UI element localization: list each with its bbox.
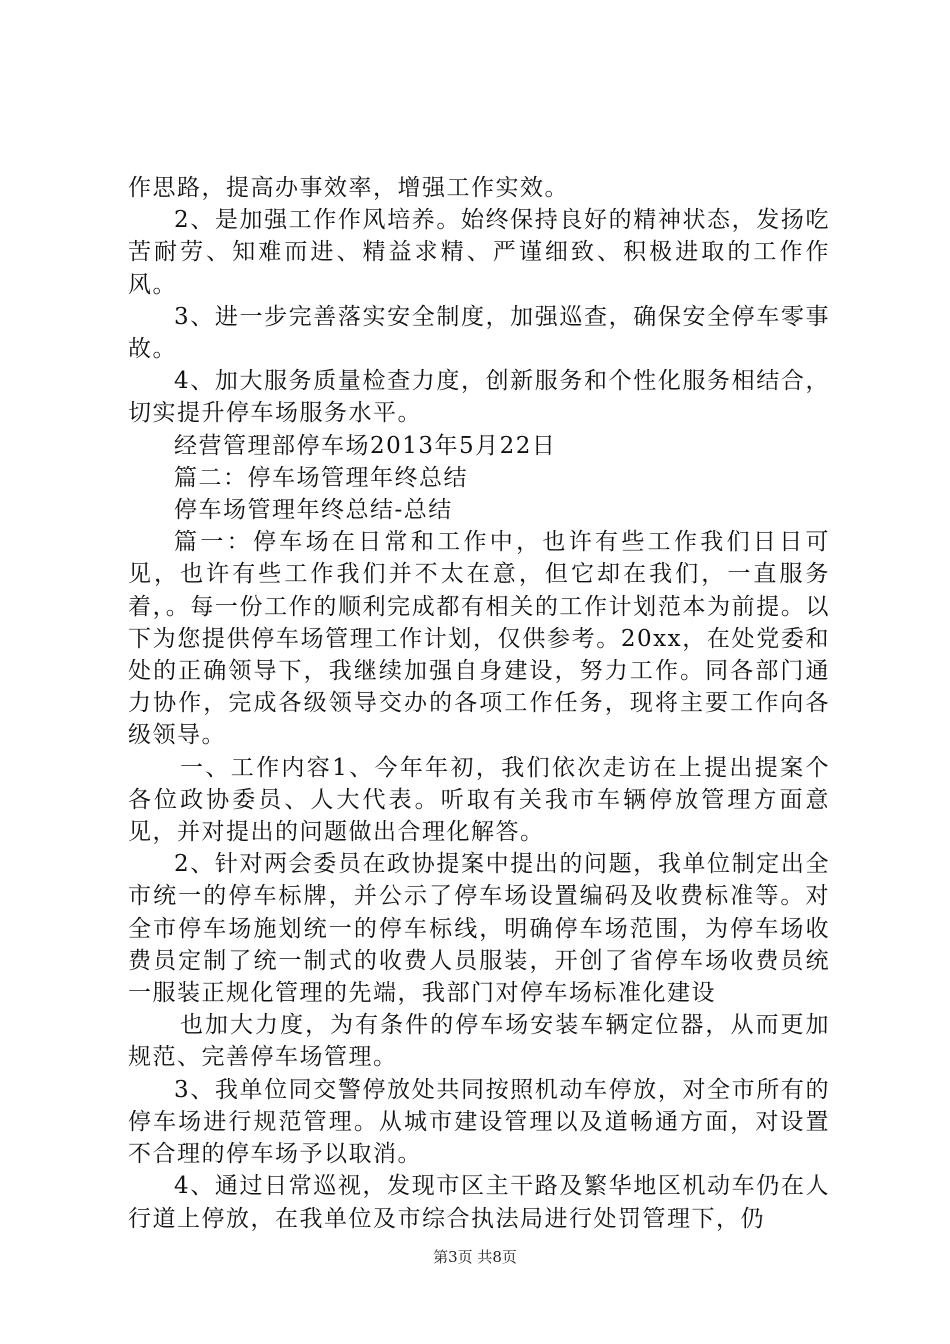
paragraph: 2、是加强工作作风培养。始终保持良好的精神状态，发扬吃苦耐劳、知难而进、精益求精、严谨细致、积极进取的工作作风。	[128, 207, 830, 298]
paragraph: 篇一：停车场在日常和工作中，也许有些工作我们日日可见，也许有些工作我们并不太在意，但它却在我们，一直服务着，。每一份工作的顺利完成都有相关的工作计划范本为前提。以下为您提供停车场管理工作计划，仅供参考。20xx，在处党委和处的正确领导下，我继续加强自身建设，努力工作。同各部门通力协作，完成各级领导交办的各项工作任务，现将主要工作向各级领导。	[128, 529, 830, 749]
paragraph: 3、进一步完善落实安全制度，加强巡查，确保安全停车零事故。	[128, 303, 830, 363]
paragraph: 4、加大服务质量检查力度，创新服务和个性化服务相结合，切实提升停车场服务水平。	[128, 368, 830, 427]
page-number: 第3页 共8页	[433, 1248, 517, 1266]
paragraph: 3、我单位同交警停放处共同按照机动车停放，对全市所有的停车场进行规范管理。从城市建设管理以及道畅通方面，对设置不合理的停车场予以取消。	[128, 1076, 830, 1168]
paragraph: 一、工作内容1、今年年初，我们依次走访在上提出提案个各位政协委员、人大代表。听取有关我市车辆停放管理方面意见，并对提出的问题做出合理化解答。	[128, 754, 830, 846]
paragraph: 4、通过日常巡视，发现市区主干路及繁华地区机动车仍在人行道上停放，在我单位及市综合执法局进行处罚管理下，仍	[128, 1173, 830, 1232]
document-body	[128, 172, 830, 1235]
section-heading: 篇二：停车场管理年终总结	[174, 464, 468, 491]
paragraph: 也加大力度，为有条件的停车场安装车辆定位器，从而更加规范、完善停车场管理。	[128, 1012, 830, 1071]
paragraph: 2、针对两会委员在政协提案中提出的问题，我单位制定出全市统一的停车标牌，并公示了停车场设置编码及收费标准等。对全市停车场施划统一的停车标线，明确停车场范围，为停车场收费员定制了统一制式的收费人员服装，开创了省停车场收费员统一服装正规化管理的先端，我部门对停车场标准化建设	[128, 851, 830, 1007]
signature-line: 经营管理部停车场2013年5月22日	[174, 432, 557, 459]
paragraph: 作思路，提高办事效率，增强工作实效。	[128, 175, 569, 201]
document-title: 停车场管理年终总结-总结	[174, 497, 453, 524]
